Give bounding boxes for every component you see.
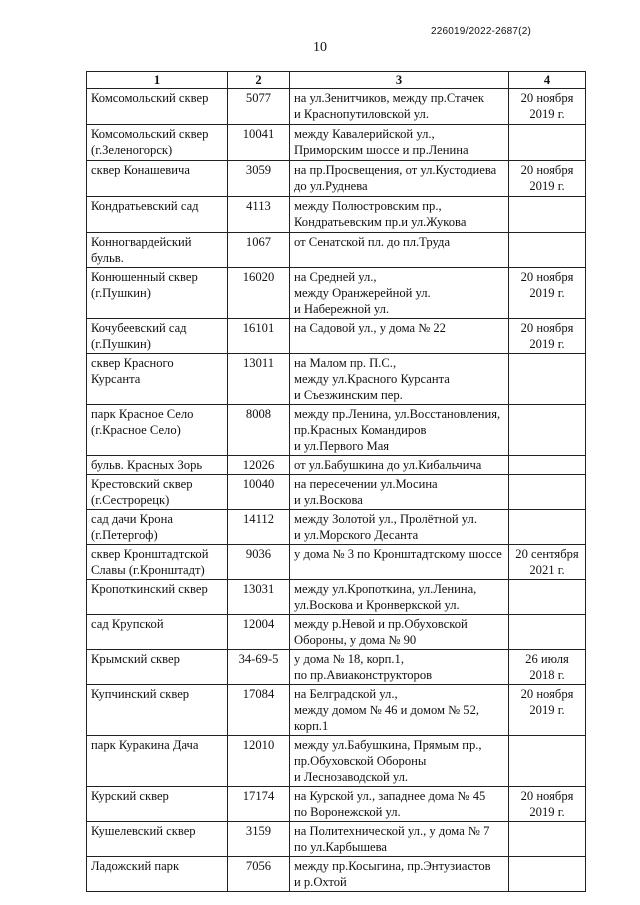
table-row [87, 161, 586, 197]
registry-code-cell: 5077 [228, 89, 290, 125]
location-cell: между р.Невой и пр.Обуховской Обороны, у дома № 90 [290, 615, 509, 650]
table-row [87, 650, 586, 685]
date-cell [509, 125, 586, 161]
table-row [87, 685, 586, 736]
green-areas-table [86, 71, 586, 892]
date-cell: 26 июля 2018 г. [509, 650, 586, 685]
date-cell [509, 857, 586, 892]
park-name-cell: парк Куракина Дача [87, 736, 228, 787]
date-cell [509, 475, 586, 510]
registry-code-cell: 4113 [228, 197, 290, 233]
table-header-row [87, 72, 586, 89]
date-cell: 20 ноября 2019 г. [509, 319, 586, 354]
location-cell: на Малом пр. П.С., между ул.Красного Курсанта и Съезжинским пер. [290, 354, 509, 405]
location-cell: между Золотой ул., Пролётной ул. и ул.Морского Десанта [290, 510, 509, 545]
registry-code-cell: 34-69-5 [228, 650, 290, 685]
table-row [87, 615, 586, 650]
location-cell: между пр.Ленина, ул.Восстановления, пр.Красных Командиров и ул.Первого Мая [290, 405, 509, 456]
table-row [87, 268, 586, 319]
document-registration-number: 226019/2022-2687(2) [431, 26, 531, 37]
column-header-1: 1 [87, 72, 228, 89]
table-row [87, 319, 586, 354]
park-name-cell: сквер Кронштадтской Славы (г.Кронштадт) [87, 545, 228, 580]
location-cell: между ул.Бабушкина, Прямым пр., пр.Обуховской Обороны и Леснозаводской ул. [290, 736, 509, 787]
location-cell: у дома № 18, корп.1, по пр.Авиаконструкторов [290, 650, 509, 685]
park-name-cell: Комсомольский сквер [87, 89, 228, 125]
registry-code-cell: 7056 [228, 857, 290, 892]
location-cell: между пр.Косыгина, пр.Энтузиастов и р.Охтой [290, 857, 509, 892]
date-cell [509, 233, 586, 268]
park-name-cell: сад дачи Крона (г.Петергоф) [87, 510, 228, 545]
park-name-cell: Кушелевский сквер [87, 822, 228, 857]
registry-code-cell: 9036 [228, 545, 290, 580]
registry-code-cell: 8008 [228, 405, 290, 456]
registry-code-cell: 1067 [228, 233, 290, 268]
park-name-cell: бульв. Красных Зорь [87, 456, 228, 475]
date-cell [509, 580, 586, 615]
location-cell: на пр.Просвещения, от ул.Кустодиева до ул.Руднева [290, 161, 509, 197]
registry-code-cell: 3159 [228, 822, 290, 857]
park-name-cell: Крымский сквер [87, 650, 228, 685]
date-cell [509, 736, 586, 787]
location-cell: на Средней ул., между Оранжерейной ул. и Набережной ул. [290, 268, 509, 319]
registry-code-cell: 17084 [228, 685, 290, 736]
park-name-cell: Ладожский парк [87, 857, 228, 892]
table-row [87, 510, 586, 545]
park-name-cell: Кондратьевский сад [87, 197, 228, 233]
park-name-cell: Кропоткинский сквер [87, 580, 228, 615]
table-row [87, 354, 586, 405]
table-body [87, 89, 586, 892]
registry-code-cell: 12004 [228, 615, 290, 650]
location-cell: на Политехнической ул., у дома № 7 по ул.Карбышева [290, 822, 509, 857]
park-name-cell: Кочубеевский сад (г.Пушкин) [87, 319, 228, 354]
registry-code-cell: 12010 [228, 736, 290, 787]
table-row [87, 125, 586, 161]
registry-code-cell: 10041 [228, 125, 290, 161]
park-name-cell: Комсомольский сквер (г.Зеленогорск) [87, 125, 228, 161]
registry-code-cell: 16020 [228, 268, 290, 319]
table-row [87, 456, 586, 475]
table-row [87, 475, 586, 510]
registry-code-cell: 17174 [228, 787, 290, 822]
registry-code-cell: 16101 [228, 319, 290, 354]
park-name-cell: сад Крупской [87, 615, 228, 650]
date-cell [509, 615, 586, 650]
registry-code-cell: 14112 [228, 510, 290, 545]
table-row [87, 405, 586, 456]
date-cell: 20 ноября 2019 г. [509, 685, 586, 736]
date-cell [509, 822, 586, 857]
registry-code-cell: 3059 [228, 161, 290, 197]
location-cell: между Кавалерийской ул., Приморским шоссе и пр.Ленина [290, 125, 509, 161]
date-cell [509, 354, 586, 405]
registry-code-cell: 12026 [228, 456, 290, 475]
park-name-cell: Курский сквер [87, 787, 228, 822]
date-cell: 20 ноября 2019 г. [509, 161, 586, 197]
location-cell: между ул.Кропоткина, ул.Ленина, ул.Воскова и Кронверкской ул. [290, 580, 509, 615]
park-name-cell: Конюшенный сквер (г.Пушкин) [87, 268, 228, 319]
park-name-cell: Купчинский сквер [87, 685, 228, 736]
date-cell [509, 197, 586, 233]
table-row [87, 736, 586, 787]
location-cell: у дома № 3 по Кронштадтскому шоссе [290, 545, 509, 580]
park-name-cell: сквер Конашевича [87, 161, 228, 197]
table-row [87, 787, 586, 822]
park-name-cell: Крестовский сквер (г.Сестрорецк) [87, 475, 228, 510]
location-cell: на Курской ул., западнее дома № 45 по Воронежской ул. [290, 787, 509, 822]
table-row [87, 233, 586, 268]
registry-code-cell: 13031 [228, 580, 290, 615]
location-cell: между Полюстровским пр., Кондратьевским пр.и ул.Жукова [290, 197, 509, 233]
location-cell: на Белградской ул., между домом № 46 и домом № 52, корп.1 [290, 685, 509, 736]
column-header-2: 2 [228, 72, 290, 89]
page-number: 10 [313, 40, 327, 55]
date-cell: 20 ноября 2019 г. [509, 268, 586, 319]
date-cell: 20 сентября 2021 г. [509, 545, 586, 580]
date-cell: 20 ноября 2019 г. [509, 787, 586, 822]
registry-code-cell: 13011 [228, 354, 290, 405]
table-row [87, 580, 586, 615]
park-name-cell: парк Красное Село (г.Красное Село) [87, 405, 228, 456]
table-row [87, 89, 586, 125]
location-cell: от ул.Бабушкина до ул.Кибальчича [290, 456, 509, 475]
date-cell [509, 405, 586, 456]
location-cell: на Садовой ул., у дома № 22 [290, 319, 509, 354]
table-row [87, 822, 586, 857]
column-header-4: 4 [509, 72, 586, 89]
table-row [87, 545, 586, 580]
date-cell [509, 510, 586, 545]
location-cell: на ул.Зенитчиков, между пр.Стачек и Краснопутиловской ул. [290, 89, 509, 125]
location-cell: от Сенатской пл. до пл.Труда [290, 233, 509, 268]
date-cell [509, 456, 586, 475]
park-name-cell: Конногвардейский бульв. [87, 233, 228, 268]
date-cell: 20 ноября 2019 г. [509, 89, 586, 125]
column-header-3: 3 [290, 72, 509, 89]
table-row [87, 197, 586, 233]
table-row [87, 857, 586, 892]
park-name-cell: сквер Красного Курсанта [87, 354, 228, 405]
registry-code-cell: 10040 [228, 475, 290, 510]
location-cell: на пересечении ул.Мосина и ул.Воскова [290, 475, 509, 510]
